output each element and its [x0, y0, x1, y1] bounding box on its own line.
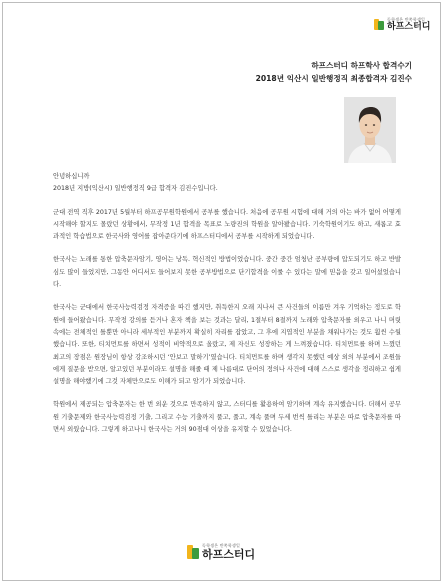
brand-mark-icon	[187, 545, 199, 559]
paragraph-2: 한국사는 노래를 통한 압축문자암기, 영어는 낭독. 혁신적인 방법이었습니다. 중간 중간 엄청난 공부량에 압도되기도 하고 반발심도 많이 들었지만, 그동안 어디서도 들어보지 못한 공부방법으로 단기합격을 이룰 수 있다는 말에 믿음을 갖고 일어섰었습니다.	[53, 256, 401, 289]
brand-name: 하프스터디	[387, 22, 431, 32]
brand-mark-icon	[374, 19, 384, 30]
greeting: 안녕하십니까	[53, 173, 90, 180]
paragraph-1: 군대 전역 직후 2017년 5월부터 하프공무원학원에서 공부를 했습니다. 처음에 공무원 시험에 대해 거의 아는 바가 없어 어떻게 시작해야 할지도 몰랐던 상황에서, 무작정 1년 합격을 목표로 노량진의 학원을 알아봤습니다. 기숙학원이기도 하고, 새롭고 효과적인 학습법으로 한국사와 영어를 잡아준다기에 하프스터디에서 공부를 시작하게 되었습니다.	[53, 208, 401, 241]
brand-logo-bottom	[187, 543, 255, 561]
brand-tagline: 독학생은 반쪽학생일	[202, 543, 241, 548]
intro-line: 2018년 지방(익산시) 일반행정직 9급 합격자 김진수입니다.	[53, 185, 218, 193]
page-subtitle: 2018년 익산시 일반행정직 최종합격자 김진수	[255, 74, 412, 83]
brand-logo-top	[374, 17, 430, 32]
page-header	[256, 59, 412, 85]
page-title: 하프스터디 하프학사 합격수기	[311, 61, 412, 70]
portrait-image	[344, 97, 396, 163]
brand-name: 하프스터디	[202, 548, 256, 561]
testimonial-page	[2, 2, 441, 581]
brand-tagline: 독학생은 반쪽학생일	[387, 17, 426, 22]
author-photo	[344, 97, 396, 163]
paragraph-3: 한국사는 군대에서 한국사능력검정 자격증을 따긴 했지만, 취득한지 오래 지나서 큰 사건들의 이름만 겨우 기억하는 정도로 학원에 들어왔습니다. 무작정 강의를 듣거나 혼자 책을 보는 것과는 달리, 1절부터 8절까지 노래와 압축문자를 외우고 나니 머릿속에는 전체적인 틀뿐만 아니라 세부적인 부분까지 확실히 자리를 잡았고, 그 후에 지엽적인 부분을 채워나가는 것도 훨씬 수월했습니다. 또한, 티치먼트를 하면서 성적이 비약적으로 올랐고, 제 자신도 성장하는 게 느껴졌습니다. 티치먼트를 하며 느꼈던 최고의 장점은 원장님이 항상 강조하시던 ‘안보고 말하기’였습니다. 티치먼트를 하며 생각지 못했던 예상 외의 부분에서 조원들에게 질문을 받으면, 알고있던 부분이라도 설명을 해줄 때 제 나름대로 단어의 정의나 사건에 대해 스스로 생각을 정리하고 쉽게 설명을 해야했기에 그것 자체만으로도 이해가 되고 암기가 되었습니다.	[53, 304, 401, 386]
paragraph-4: 학원에서 제공되는 압축문자는 한 번 외운 것으로 만족하지 않고, 스터디를 활용하여 암기하며 계속 유지했습니다. 더해서 공무원 기출문제와 한국사능력검정 기출, 그리고 수능 기출까지 풀고, 풀고, 계속 풀며 두세 번씩 틀리는 부분은 따로 압축문자를 따면서 외웠습니다. 그렇게 하고나니 한국사는 거의 90점대 이상을 유지할 수 있었습니다.	[53, 401, 401, 434]
testimonial-body	[53, 171, 401, 436]
